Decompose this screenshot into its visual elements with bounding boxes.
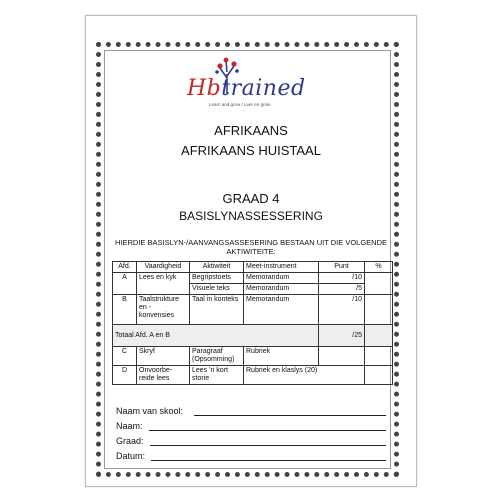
cell-percent: [365, 347, 393, 366]
total-points: /25: [319, 325, 365, 347]
header-percent: %: [365, 262, 393, 273]
date-field[interactable]: [151, 460, 386, 461]
table-row: [113, 366, 393, 385]
school-name-field[interactable]: [194, 415, 386, 416]
cell-activity: Visuele teks: [190, 284, 244, 295]
table-row: [113, 295, 393, 325]
table-row: [113, 273, 393, 284]
header-instrument: Meet-instrument: [244, 262, 319, 273]
cell-percent: [365, 273, 393, 295]
cell-afd: C: [113, 347, 137, 366]
date-row: [116, 451, 386, 466]
cell-activity: Begripstoets: [190, 273, 244, 284]
subject-full-title: AFRIKAANS HUISTAAL: [181, 143, 321, 158]
cell-instrument: Memorandum: [244, 273, 319, 284]
school-name-label: Naam van skool:: [116, 406, 184, 416]
cell-afd: A: [113, 273, 137, 295]
grade-field[interactable]: [150, 445, 386, 446]
cell-points: /10: [319, 273, 365, 284]
cell-activity: Taal in konteks: [190, 295, 244, 325]
total-percent: [365, 325, 393, 347]
cell-points: /10: [319, 295, 365, 325]
header-activity: Aktiwiteit: [190, 262, 244, 273]
cell-activity: Paragraaf (Opsomming): [190, 347, 244, 366]
name-row: [116, 421, 386, 436]
cell-instrument: Memorandum: [244, 295, 319, 325]
cell-afd: D: [113, 366, 137, 385]
logo-tagline: Learn and grow / Leer en groei: [209, 102, 271, 107]
logo-wordmark: [187, 76, 306, 101]
assessment-title: BASISLYNASSESSERING: [179, 209, 323, 223]
table-header-row: [113, 262, 393, 273]
cell-points: /5: [319, 284, 365, 295]
logo-hb: Hb: [187, 76, 222, 101]
name-label: Naam:: [116, 421, 143, 431]
cell-skill: Onvoorbe-reide lees: [137, 366, 190, 385]
name-field[interactable]: [149, 430, 386, 431]
header-skill: Vaardigheid: [137, 262, 190, 273]
school-name-row: [116, 406, 386, 421]
cell-skill: Lees en kyk: [137, 273, 190, 295]
cell-skill: Skryf: [137, 347, 190, 366]
cell-activity: Lees 'n kort storie: [190, 366, 244, 385]
total-label: Totaal Afd. A en B: [113, 325, 319, 347]
logo: [181, 56, 321, 108]
header-afd: Afd.: [113, 262, 137, 273]
cell-points: [319, 347, 365, 366]
table-total-row: [113, 325, 393, 347]
cell-instrument: Rubriek en klaslys (20): [244, 366, 365, 385]
assessment-table: [112, 261, 393, 385]
student-info-form: [116, 406, 386, 466]
cell-afd: B: [113, 295, 137, 325]
header-points: Punt: [319, 262, 365, 273]
date-label: Datum:: [116, 451, 146, 461]
cell-skill: Taalstrukture en - konvensies: [137, 295, 190, 325]
cell-instrument: Memorandum: [244, 284, 319, 295]
cell-percent: [365, 366, 393, 385]
table-row: [113, 347, 393, 366]
grade-label: Graad:: [116, 436, 144, 446]
subject-title: AFRIKAANS: [214, 123, 288, 138]
intro-text: HIERDIE BASISLYN-/AANVANGSASSESERING BESTAAN UIT DIE VOLGENDE AKTIWITEITE:: [114, 238, 387, 256]
grade-row: [116, 436, 386, 451]
worksheet-page: [85, 15, 417, 487]
cell-percent: [365, 295, 393, 325]
cell-instrument: Rubriek: [244, 347, 319, 366]
grade-title: GRAAD 4: [222, 191, 280, 206]
logo-rest: trained: [221, 76, 306, 101]
